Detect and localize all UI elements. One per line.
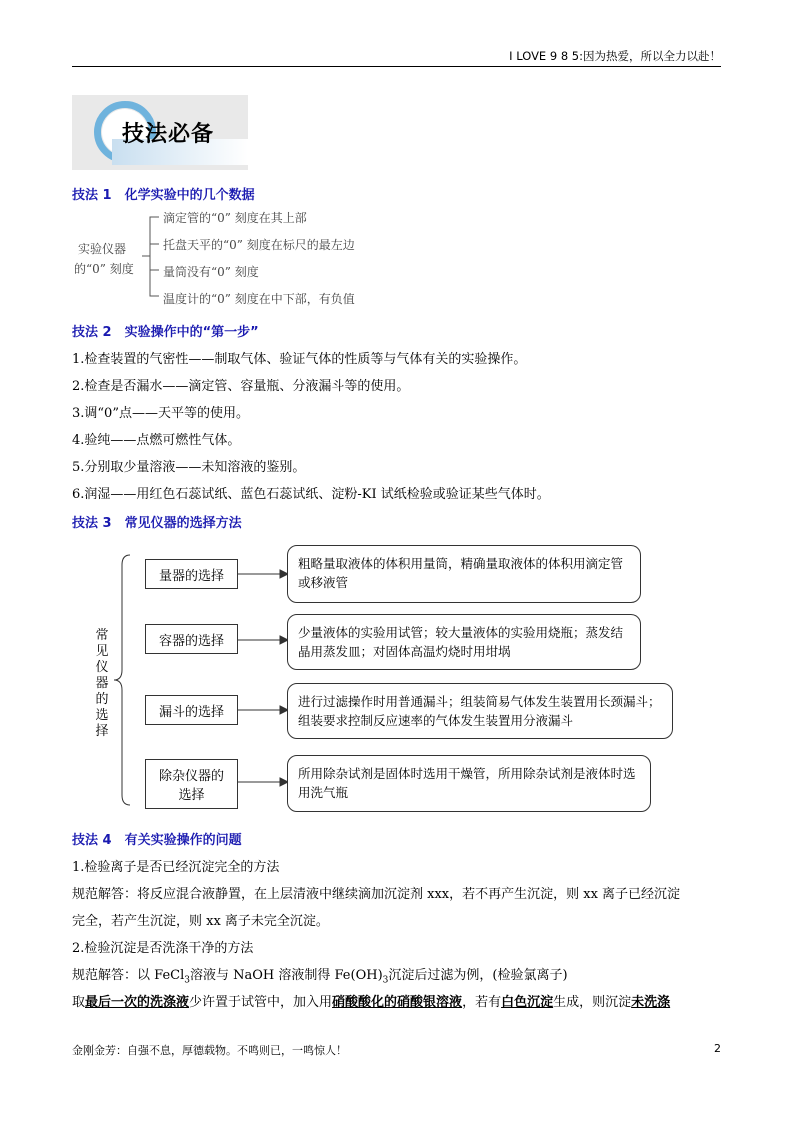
s2-item: 5.分别取少量溶液——未知溶液的鉴别。 (72, 460, 306, 475)
header-rule (72, 66, 721, 67)
answer-text: 取 (72, 995, 86, 1010)
s3-vertical-label (94, 628, 110, 740)
section-banner (72, 95, 248, 170)
s3-left-box: 漏斗的选择 (145, 695, 238, 725)
s3-left-box: 量器的选择 (145, 559, 238, 589)
s1-item: 滴定管的“0” 刻度在其上部 (163, 211, 307, 225)
s2-item: 1.检查装置的气密性——制取气体、验证气体的性质等与气体有关的实验操作。 (72, 352, 527, 367)
s1-item: 量筒没有“0” 刻度 (163, 265, 259, 279)
section-4-title: 技法 4 有关实验操作的问题 (72, 833, 242, 848)
vertical-char: 器 (95, 676, 109, 691)
s3-right-box: 所用除杂试剂是固体时选用干燥管，所用除杂试剂是液体时选用洗气瓶 (287, 755, 651, 812)
banner-title: 技法必备 (122, 122, 215, 147)
vertical-char: 选 (95, 708, 109, 723)
s2-item: 4.验纯——点燃可燃性气体。 (72, 433, 241, 448)
s1-bracket (140, 208, 160, 304)
vertical-char: 见 (95, 644, 109, 659)
s2-item: 2.检查是否漏水——滴定管、容量瓶、分液漏斗等的使用。 (72, 379, 410, 394)
s2-item: 6.润湿——用红色石蕊试纸、蓝色石蕊试纸、淀粉-KI 试纸检验或验证某些气体时。 (72, 487, 550, 502)
answer-text: 沉淀后过滤为例，(检验氯离子) (388, 968, 568, 983)
highlight-text: 白色沉淀 (501, 995, 554, 1010)
vertical-char: 择 (95, 724, 109, 739)
page-footer: 金刚金芳：自强不息，厚德载物。不鸣则已，一鸣惊人！ (72, 1044, 347, 1057)
vertical-char: 常 (95, 628, 109, 643)
answer-text: 少许置于试管中，加入用 (189, 995, 333, 1010)
section-2-title: 技法 2 实验操作中的“第一步” (72, 325, 259, 340)
s3-right-box: 粗略量取液体的体积用量筒，精确量取液体的体积用滴定管或移液管 (287, 545, 641, 603)
s4-answer-2-detail (72, 991, 670, 1010)
s3-right-box: 进行过滤操作时用普通漏斗；组装简易气体发生装置用长颈漏斗；组装要求控制反应速率的气体发生装置用分液漏斗 (287, 683, 673, 739)
page-number: 2 (714, 1042, 721, 1055)
s3-left-box: 除杂仪器的选择 (145, 759, 238, 809)
subscript: 3 (184, 975, 190, 986)
answer-text: 规范解答：以 FeCl (72, 968, 185, 983)
s1-label-line2: 的“0” 刻度 (74, 262, 134, 276)
s4-answer-2 (72, 964, 568, 986)
highlight-text: 硝酸酸化的硝酸银溶液 (332, 995, 463, 1010)
s1-item: 托盘天平的“0” 刻度在标尺的最左边 (163, 238, 355, 252)
highlight-text: 最后一次的洗涤液 (85, 995, 190, 1010)
section-1-title: 技法 1 化学实验中的几个数据 (72, 188, 255, 203)
s4-answer-1-line1: 规范解答：将反应混合液静置，在上层清液中继续滴加沉淀剂 xxx，若不再产生沉淀，则 xx 离子已经沉淀 (72, 887, 681, 902)
vertical-char: 的 (95, 692, 109, 707)
s3-left-box: 容器的选择 (145, 624, 238, 654)
highlight-text: 未洗涤 (631, 995, 671, 1010)
s3-right-box: 少量液体的实验用试管；较大量液体的实验用烧瓶；蒸发结晶用蒸发皿；对固体高温灼烧时用坩埚 (287, 614, 641, 670)
s1-item: 温度计的“0” 刻度在中下部，有负值 (163, 292, 355, 306)
s4-question-1: 1.检验离子是否已经沉淀完全的方法 (72, 860, 280, 875)
section-3-title: 技法 3 常见仪器的选择方法 (72, 516, 242, 531)
s2-item: 3.调“0”点——天平等的使用。 (72, 406, 249, 421)
page-header: I LOVE 9 8 5:因为热爱，所以全力以赴！ (509, 49, 721, 63)
s1-label-line1: 实验仪器 (78, 242, 127, 256)
answer-text: 生成，则沉淀 (553, 995, 632, 1010)
answer-text: ，若有 (462, 995, 502, 1010)
s4-answer-1-line2: 完全，若产生沉淀，则 xx 离子未完全沉淀。 (72, 914, 329, 929)
s4-question-2: 2.检验沉淀是否洗涤干净的方法 (72, 941, 254, 956)
vertical-char: 仪 (95, 660, 109, 675)
answer-text: 溶液与 NaOH 溶液制得 Fe(OH) (189, 968, 383, 983)
subscript: 3 (382, 975, 389, 986)
